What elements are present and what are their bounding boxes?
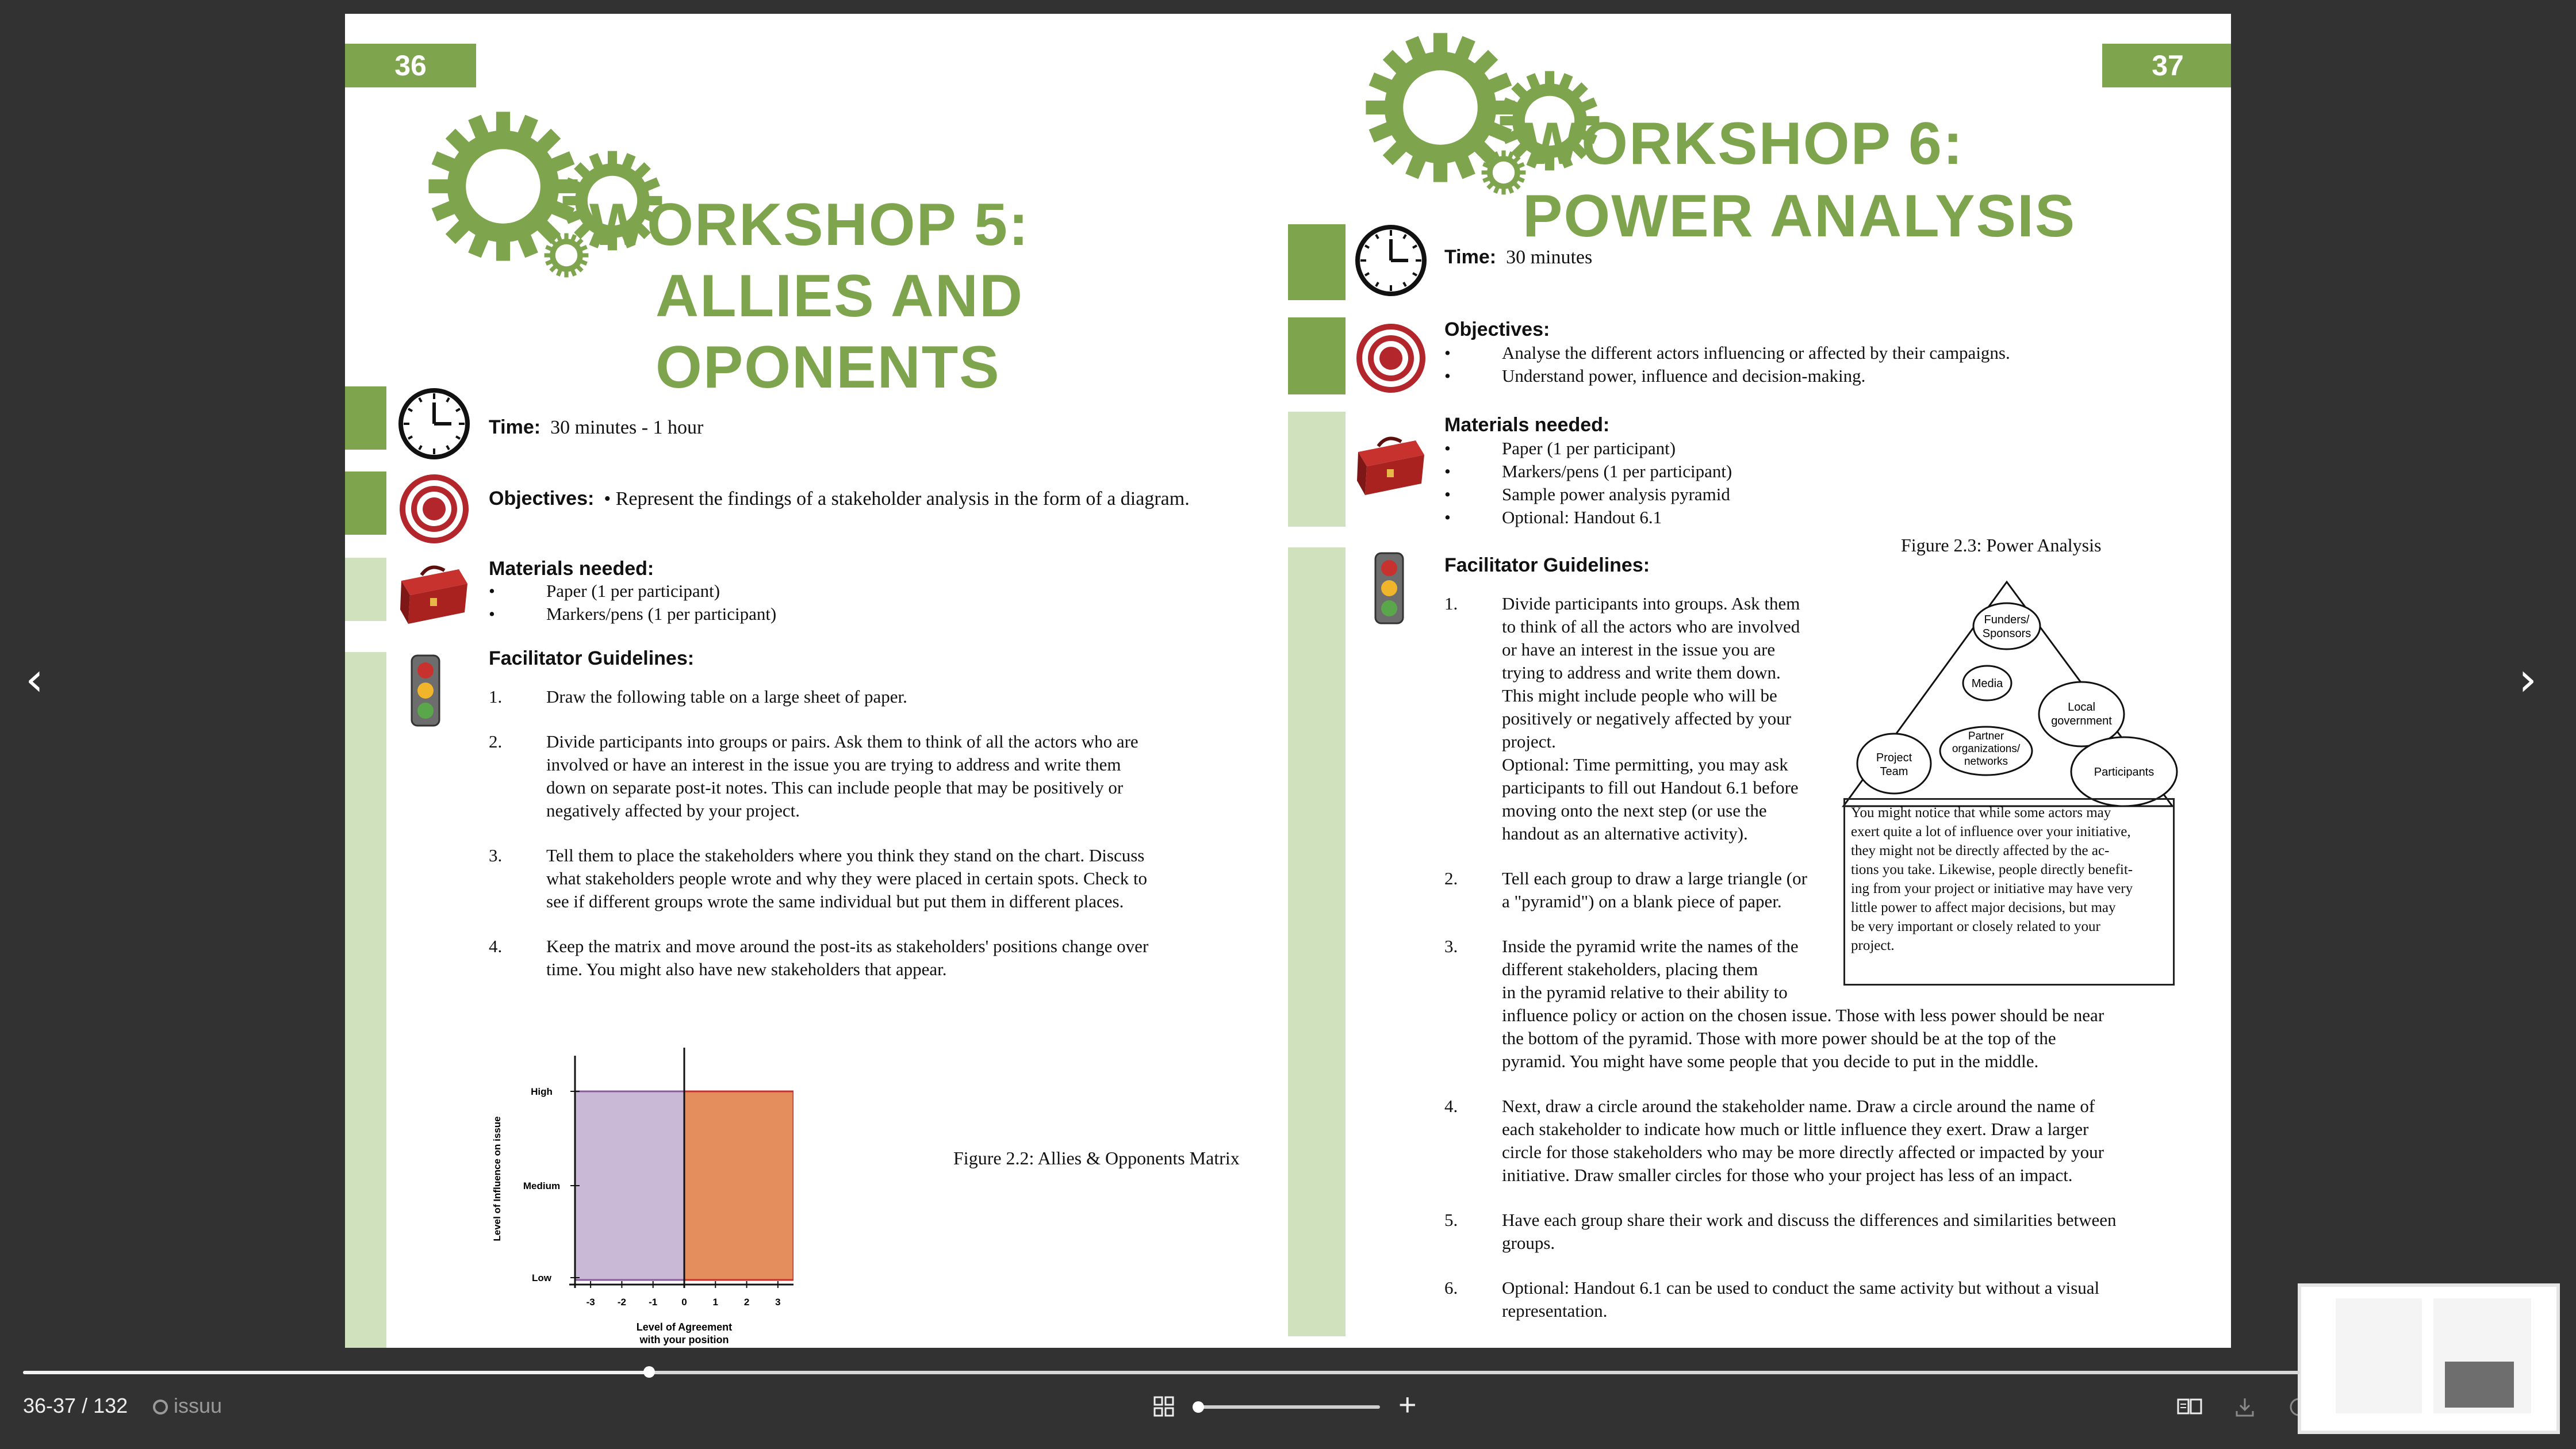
workshop-title-line-2: ALLIES AND: [656, 263, 1024, 329]
note-line: be very important or closely related to your: [1851, 919, 2100, 934]
step-line: Draw the following table on a large sheet of paper.: [546, 687, 907, 707]
step-line: time. You might also have new stakeholders that appear.: [546, 959, 947, 979]
step-number: 2.: [489, 731, 503, 752]
note-line: tions you take. Likewise, people directly benefit-: [1851, 862, 2133, 877]
workshop-title-line-1: WORKSHOP 6:: [1524, 110, 1964, 177]
list-item: [1444, 342, 2192, 365]
step-line: Inside the pyramid write the names of the: [1502, 936, 1799, 956]
zoom-in-button[interactable]: [1398, 1387, 1417, 1423]
material-text: Markers/pens (1 per participant): [1502, 461, 1732, 481]
step-text: [1502, 867, 1807, 913]
section-bar: [345, 652, 386, 1348]
x-tick-label: -2: [617, 1297, 626, 1308]
thumbnail-page: [2336, 1298, 2422, 1413]
note-line: project.: [1851, 938, 1895, 953]
note-line: You might notice that while some actors may: [1851, 805, 2111, 821]
step-line: circle for those stakeholders who may be more directly affected or impacted by your: [1502, 1142, 2104, 1162]
thumbnail-photo: [2445, 1362, 2514, 1408]
zoom-handle[interactable]: [1193, 1401, 1204, 1413]
step-number: 5.: [1444, 1210, 1458, 1230]
media-label: Media: [1971, 677, 2003, 690]
project-team-label-1: Project: [1876, 752, 1912, 764]
figure-caption: Figure 2.3: Power Analysis: [1901, 535, 2102, 555]
step-line: initiative. Draw smaller circles for those who your project has less of an impact.: [1502, 1165, 2073, 1185]
step-line: negatively affected by your project.: [546, 800, 800, 821]
material-text: Paper (1 per participant): [1502, 438, 1676, 458]
bullet: •: [1444, 366, 1451, 386]
clock-icon: [1354, 223, 1428, 298]
funders-label-1: Funders/: [1984, 614, 2030, 626]
y-tick-label: High: [531, 1086, 553, 1097]
list-item: [1444, 365, 2192, 388]
x-tick-label: -3: [586, 1297, 595, 1308]
section-bar: [345, 471, 386, 535]
gear-icon: [1481, 150, 1527, 195]
step-number: 2.: [1444, 868, 1458, 888]
section-bar: [1288, 317, 1346, 394]
y-tick-label: Low: [532, 1272, 551, 1283]
section-bar: [1288, 547, 1346, 1336]
toolbox-icon: [1352, 429, 1427, 498]
step-line: different stakeholders, placing them: [1502, 959, 1758, 979]
page-number: 37: [2102, 44, 2231, 87]
figure-caption: Figure 2.2: Allies & Opponents Matrix: [953, 1148, 1240, 1168]
step-line: This might include people who will be: [1502, 685, 1777, 706]
objectives-heading: Objectives:: [1444, 319, 1550, 340]
step-text: [1502, 935, 2104, 1073]
materials-heading: Materials needed:: [1444, 414, 1610, 436]
facilitator-heading: Facilitator Guidelines:: [1444, 554, 1650, 576]
page-number: 36: [345, 44, 476, 87]
step-line: or have an interest in the issue you are: [1502, 639, 1776, 660]
step-text: [546, 935, 1148, 981]
note-line: they might not be directly affected by the ac-: [1851, 843, 2110, 858]
funders-circle: [1973, 603, 2040, 649]
step-line: each stakeholder to indicate how much or little influence they exert. Draw a larger: [1502, 1119, 2089, 1139]
step-line: to think of all the actors who are involved: [1502, 616, 1800, 637]
step-line: groups.: [1502, 1233, 1555, 1253]
material-text: Optional: Handout 6.1: [1502, 507, 1662, 527]
section-bar: [1288, 412, 1346, 527]
traffic-light-icon: [1372, 551, 1406, 626]
step-text: [1502, 1095, 2104, 1187]
step-text: [1502, 592, 1800, 845]
section-bar: [345, 386, 386, 450]
brand-name: issuu: [174, 1394, 223, 1417]
local-government-label-2: government: [2051, 715, 2112, 727]
step-line: moving onto the next step (or use the: [1502, 800, 1767, 821]
list-item: [1444, 437, 1962, 460]
list-item: [1444, 483, 1962, 506]
step-number: 3.: [489, 845, 503, 865]
matrix-region: [575, 1091, 684, 1280]
traffic-light-icon: [408, 653, 443, 728]
previous-page-button[interactable]: [25, 653, 44, 706]
project-team-label-2: Team: [1880, 765, 1908, 778]
partners-label-1: Partner: [1968, 730, 2004, 742]
step-line: project.: [1502, 731, 1556, 752]
step-line: Optional: Time permitting, you may ask: [1502, 754, 1788, 775]
fullscreen-icon: [2288, 1396, 2298, 1418]
progress-fill: [23, 1371, 649, 1374]
bullet: •: [1444, 461, 1451, 481]
x-tick-label: 0: [681, 1297, 687, 1308]
objective-text: Analyse the different actors influencing or affected by their campaigns.: [1502, 343, 2010, 363]
bullet: •: [489, 604, 495, 624]
step-line: representation.: [1502, 1301, 1608, 1321]
workshop-title-line-1: WORKSHOP 5:: [589, 191, 1030, 258]
partners-label-2: organizations/: [1952, 743, 2021, 755]
page-thumbnail-preview[interactable]: [2298, 1283, 2560, 1434]
step-line: trying to address and write them down.: [1502, 662, 1781, 683]
step-line: involved or have an interest in the issue you are trying to address and write them: [546, 754, 1121, 775]
issuu-logo-icon: [153, 1400, 168, 1414]
fullscreen-button[interactable]: [2288, 1396, 2298, 1418]
step-line: influence policy or action on the chosen issue. Those with less power should be near: [1502, 1005, 2104, 1025]
step-line: Divide participants into groups or pairs. Ask them to think of all the actors who are: [546, 731, 1138, 752]
right-page: [1288, 14, 2231, 1348]
workshop-title-line-3: OPONENTS: [656, 334, 1000, 401]
objective-text: Understand power, influence and decision-making.: [1502, 366, 1866, 386]
x-tick-label: 3: [775, 1297, 781, 1308]
time-row: [1444, 246, 1592, 269]
progress-handle[interactable]: [643, 1366, 655, 1378]
material-text: Sample power analysis pyramid: [1502, 484, 1730, 504]
section-bar: [345, 558, 386, 621]
x-axis-label: Level of Agreement with your position: [636, 1321, 733, 1346]
step-text: [546, 844, 1147, 913]
step-line: Next, draw a circle around the stakeholder name. Draw a circle around the name of: [1502, 1096, 2095, 1116]
note-line: exert quite a lot of influence over your initiative,: [1851, 824, 2131, 839]
step-line: Keep the matrix and move around the post-its as stakeholders' positions change over: [546, 936, 1149, 956]
y-tick-label: Medium: [523, 1180, 561, 1191]
toolbox-icon: [396, 558, 470, 627]
time-label: Time:: [1444, 246, 1497, 268]
time-value: 30 minutes - 1 hour: [550, 417, 704, 438]
x-tick-label: -1: [649, 1297, 658, 1308]
step-number: 4.: [1444, 1096, 1458, 1116]
time-value: 30 minutes: [1506, 247, 1593, 268]
step-number: 6.: [1444, 1278, 1458, 1298]
participants-label: Participants: [2094, 766, 2155, 779]
step-text: [546, 730, 1138, 822]
x-tick-label: 1: [712, 1297, 719, 1308]
objectives-value: • Represent the findings of a stakeholder analysis in the form of a diagram.: [604, 488, 1190, 509]
download-button[interactable]: [2234, 1396, 2255, 1418]
step-line: pyramid. You might have some people that you decide to put in the middle.: [1502, 1051, 2039, 1071]
step-line: the bottom of the pyramid. Those with more power should be at the top of the: [1502, 1028, 2056, 1048]
matrix-region: [684, 1091, 793, 1280]
step-line: Tell them to place the stakeholders where you think they stand on the chart. Discuss: [546, 845, 1145, 865]
y-axis-label: Level of Influence on issue: [492, 1116, 503, 1241]
step-line: a "pyramid") on a blank piece of paper.: [1502, 891, 1782, 911]
step-text: [546, 685, 907, 708]
bullet: •: [1444, 484, 1451, 504]
bullet: •: [1444, 343, 1451, 363]
material-text: Markers/pens (1 per participant): [546, 604, 777, 624]
target-icon: [1354, 321, 1428, 396]
bullet: •: [1444, 438, 1451, 458]
target-icon: [397, 471, 471, 546]
brand-logo[interactable]: [153, 1394, 222, 1418]
list-item: [1444, 506, 1962, 529]
zoom-in-icon: +: [1398, 1387, 1417, 1422]
chevron-left-icon: ‹: [25, 653, 44, 706]
list-item: [489, 580, 1179, 603]
objectives-row: [489, 488, 1190, 510]
gear-icon: [543, 232, 589, 278]
step-line: what stakeholders people wrote and why they were placed in certain spots. Check to: [546, 868, 1148, 888]
materials-heading: Materials needed:: [489, 558, 654, 580]
step-number: 3.: [1444, 936, 1458, 956]
power-pyramid-diagram: [1840, 572, 2185, 813]
list-item: [1444, 460, 1962, 483]
step-line: Divide participants into groups. Ask them: [1502, 593, 1800, 614]
x-tick-label: 2: [743, 1297, 750, 1308]
page-progress-slider[interactable]: [23, 1371, 2300, 1374]
step-number: 1.: [1444, 593, 1458, 614]
time-row: [489, 416, 703, 439]
workshop-title-line-2: POWER ANALYSIS: [1523, 183, 2076, 250]
step-line: see if different groups wrote the same individual but put them in different places.: [546, 891, 1124, 911]
step-line: participants to fill out Handout 6.1 before: [1502, 777, 1799, 798]
material-text: Paper (1 per participant): [546, 581, 720, 601]
note-line: little power to affect major decisions, but may: [1851, 900, 2116, 915]
list-item: [489, 603, 1179, 626]
download-icon: [2234, 1396, 2255, 1418]
step-line: in the pyramid relative to their ability to: [1502, 982, 1788, 1002]
local-government-label-1: Local: [2068, 701, 2095, 714]
reading-mode-icon: [2177, 1397, 2202, 1417]
chevron-right-icon: ›: [2518, 653, 2537, 706]
step-line: Tell each group to draw a large triangle (or: [1502, 868, 1807, 888]
time-label: Time:: [489, 416, 541, 438]
step-text: [1502, 1276, 2099, 1322]
step-line: down on separate post-it notes. This can include people that may be positively or: [546, 777, 1124, 798]
grid-icon: [1153, 1396, 1174, 1417]
allies-opponents-matrix: [483, 1026, 793, 1348]
facilitator-heading: Facilitator Guidelines:: [489, 647, 695, 669]
clock-icon: [397, 386, 471, 461]
section-bar: [1288, 224, 1346, 300]
step-line: Optional: Handout 6.1 can be used to conduct the same activity but without a visual: [1502, 1278, 2100, 1298]
reading-mode-button[interactable]: [2177, 1397, 2202, 1417]
objectives-label: Objectives:: [489, 488, 595, 509]
local-government-circle: [2039, 682, 2124, 746]
note-line: ing from your project or initiative may have very: [1851, 881, 2133, 896]
partners-label-3: networks: [1964, 756, 2008, 768]
step-line: positively or negatively affected by your: [1502, 708, 1792, 729]
funders-label-2: Sponsors: [1982, 627, 2031, 640]
bullet: •: [489, 581, 495, 601]
bullet: •: [1444, 507, 1451, 527]
step-line: handout as an alternative activity).: [1502, 823, 1748, 844]
grid-view-button[interactable]: [1153, 1396, 1174, 1417]
next-page-button[interactable]: [2518, 653, 2537, 706]
page-indicator: 36-37 / 132: [23, 1394, 128, 1417]
step-line: Have each group share their work and discuss the differences and similarities between: [1502, 1210, 2117, 1230]
step-number: 4.: [489, 936, 503, 956]
step-text: [1502, 1209, 2117, 1255]
left-page: [345, 14, 1288, 1348]
step-number: 1.: [489, 687, 503, 707]
zoom-slider[interactable]: [1196, 1405, 1380, 1409]
